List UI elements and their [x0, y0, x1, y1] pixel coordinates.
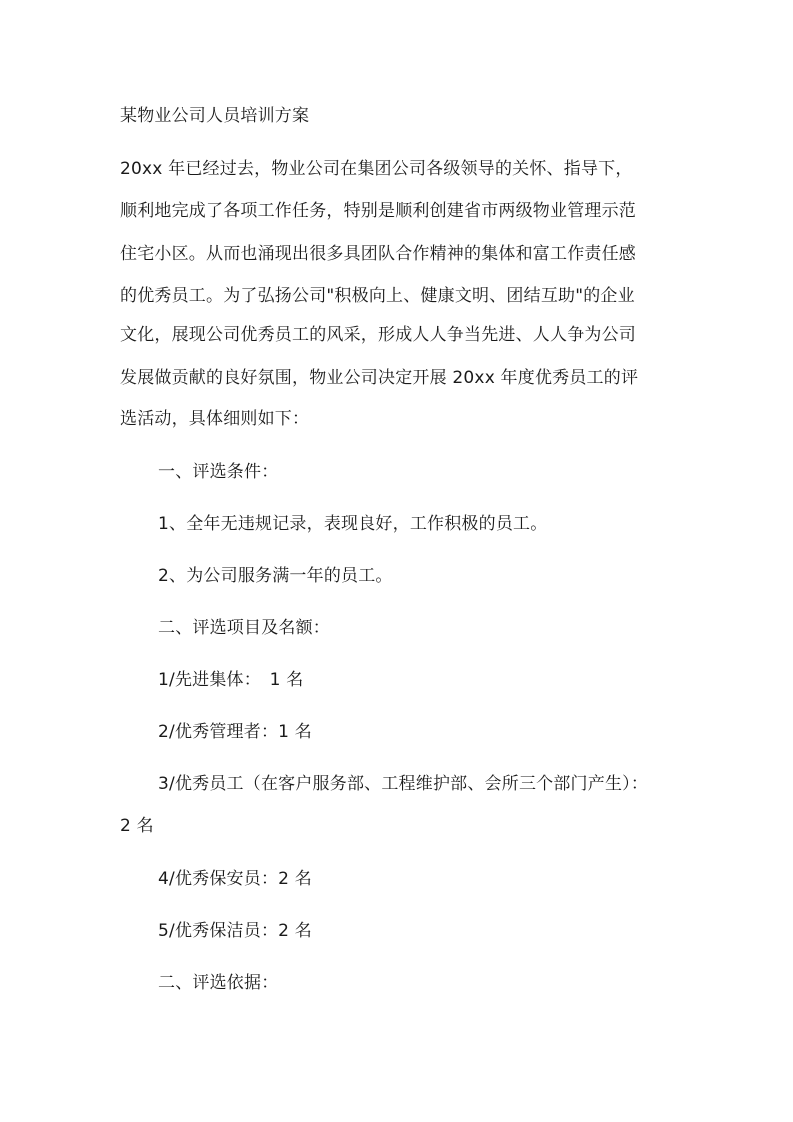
intro-paragraph-line: 发展做贡献的良好氛围，物业公司决定开展 20xx 年度优秀员工的评: [120, 368, 639, 388]
intro-paragraph-line: 20xx 年已经过去，物业公司在集团公司各级领导的关怀、指导下，: [120, 159, 633, 179]
quota-item: 1/先进集体： 1 名: [158, 670, 304, 690]
quota-item: 3/优秀员工（在客户服务部、工程维护部、会所三个部门产生）：: [158, 774, 649, 794]
criteria-item: 2、为公司服务满一年的员工。: [158, 566, 393, 586]
quota-item: 2/优秀管理者：1 名: [158, 722, 312, 742]
section-heading-quotas: 二、评选项目及名额：: [158, 618, 330, 638]
intro-paragraph-line: 的优秀员工。为了弘扬公司"积极向上、健康文明、团结互助"的企业: [120, 286, 635, 306]
document-title: 某物业公司人员培训方案: [120, 106, 310, 126]
section-heading-criteria: 一、评选条件：: [158, 462, 279, 482]
quota-item: 4/优秀保安员：2 名: [158, 869, 312, 889]
intro-paragraph-line: 住宅小区。从而也涌现出很多具团队合作精神的集体和富工作责任感: [120, 244, 636, 264]
quota-item-continuation: 2 名: [120, 816, 154, 836]
quota-item: 5/优秀保洁员：2 名: [158, 921, 312, 941]
section-heading-basis: 二、评选依据：: [158, 973, 279, 993]
intro-paragraph-line: 文化，展现公司优秀员工的风采，形成人人争当先进、人人争为公司: [120, 325, 636, 345]
intro-paragraph-line: 顺利地完成了各项工作任务，特别是顺利创建省市两级物业管理示范: [120, 201, 636, 221]
intro-paragraph-line: 选活动，具体细则如下：: [120, 409, 310, 429]
criteria-item: 1、全年无违规记录，表现良好，工作积极的员工。: [158, 514, 548, 534]
